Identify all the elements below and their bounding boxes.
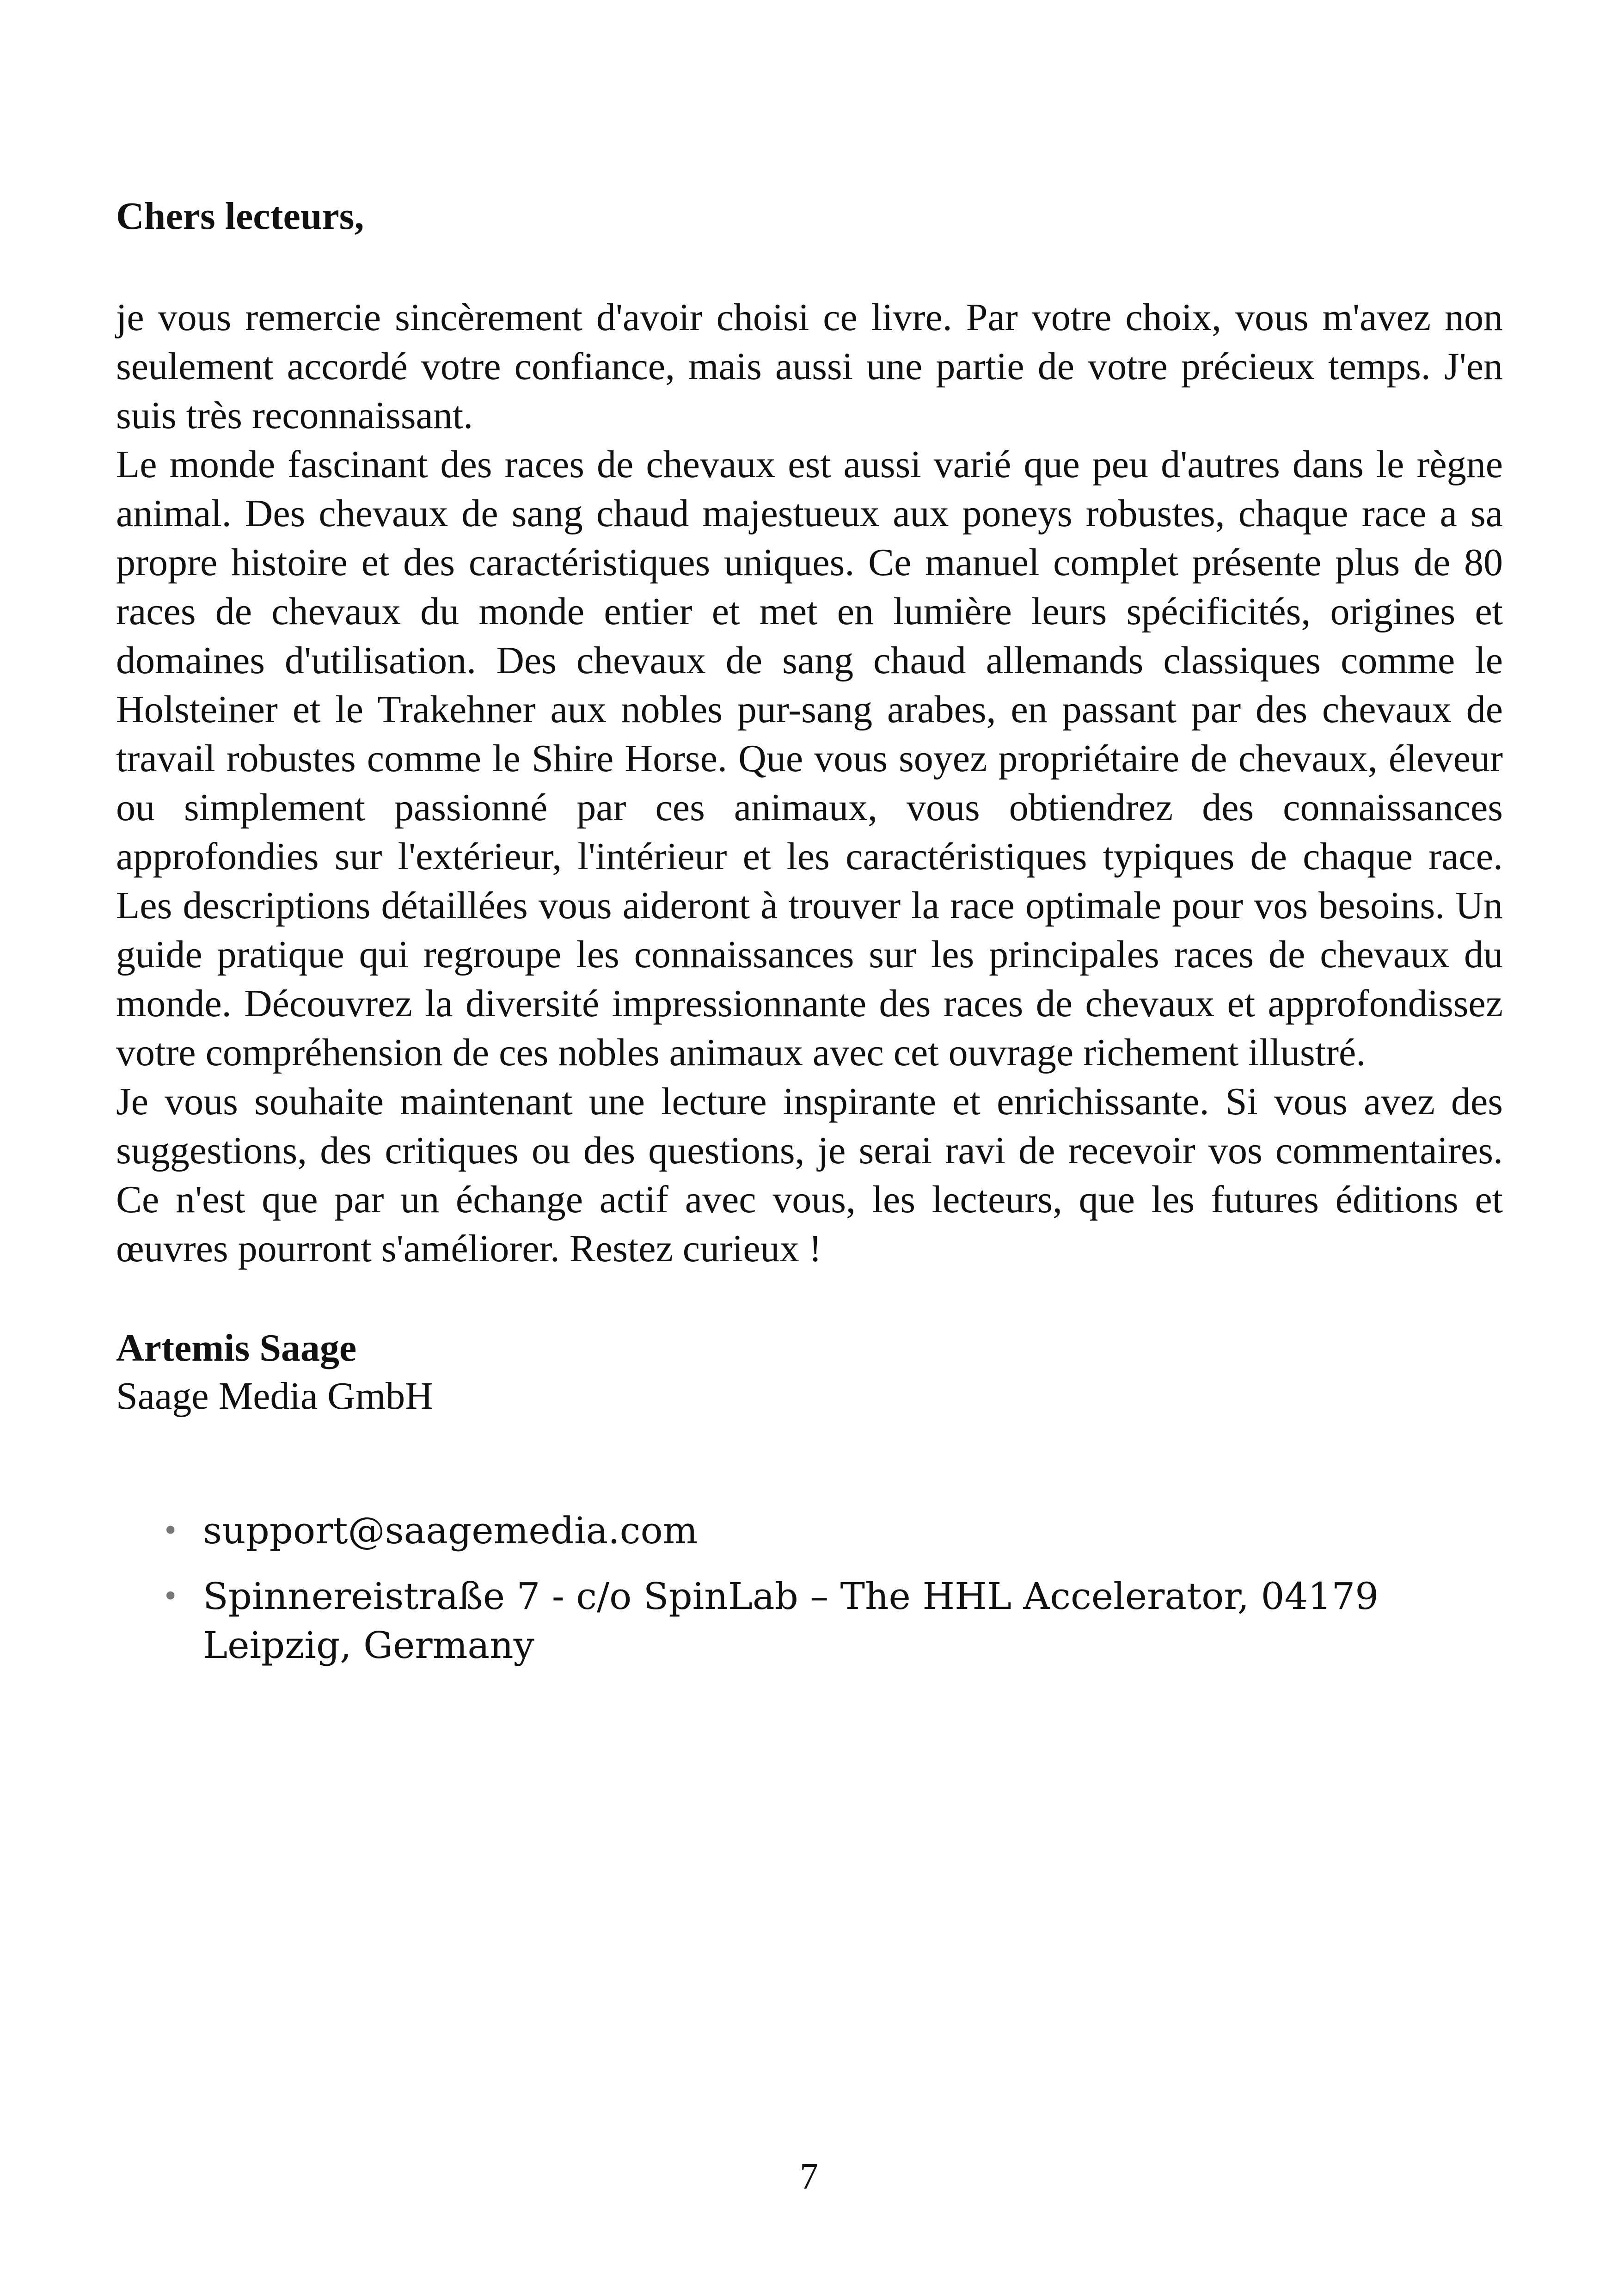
bullet-icon: • [162, 1515, 179, 1547]
letter-body [116, 193, 1503, 1687]
company-name: Saage Media GmbH [116, 1375, 433, 1418]
contact-list [116, 1506, 1503, 1670]
paragraph-book-description: Le monde fascinant des races de chevaux est aussi varié que peu d'autres dans le règne animal. Des chevaux de sang chaud majestueux aux poneys robustes, chaque race a sa propre histoire et des caractéristiques uniques. Ce manuel complet présente plus de 80 races de chevaux du monde entier et met en lumière leurs spécificités, origines et domaines d'utilisation. Des chevaux de sang chaud allemands classiques comme le Holsteiner et le Trakehner aux nobles pur-sang arabes, en passant par des chevaux de travail robustes comme le Shire Horse. Que vous soyez propriétaire de chevaux, éleveur ou simplement passionné par ces animaux, vous obtiendrez des connaissances approfondies sur l'extérieur, l'intérieur et les caractéristiques typiques de chaque race. Les descriptions détaillées vous aideront à trouver la race optimale pour vos besoins. Un guide pratique qui regroupe les connaissances sur les principales races de chevaux du monde. Découvrez la diversité impressionnante des races de chevaux et approfondissez votre compréhension de ces nobles animaux avec cet ouvrage richement illustré. [116, 443, 1503, 1074]
address-text: Spinnereistraße 7 - c/o SpinLab – The HHL Accelerator, 04179 Leipzig, Germany [203, 1575, 1379, 1667]
paragraph-thanks: je vous remercie sincèrement d'avoir choisi ce livre. Par votre choix, vous m'avez non seulement accordé votre confiance, mais aussi une partie de votre précieux temps. J'en suis très reconnaissant. [116, 296, 1503, 437]
author-name: Artemis Saage [116, 1326, 357, 1369]
signature-block [116, 1324, 1503, 1420]
contact-address [116, 1572, 1503, 1670]
greeting: Chers lecteurs, [116, 195, 364, 238]
page-number: 7 [800, 2156, 818, 2197]
email-text: support@saagemedia.com [203, 1509, 698, 1552]
bullet-icon: • [162, 1580, 179, 1613]
contact-email [116, 1506, 1503, 1555]
paragraph-closing: Je vous souhaite maintenant une lecture inspirante et enrichissante. Si vous avez des suggestions, des critiques ou des questions, je serai ravi de recevoir vos commentaires. Ce n'est que par un échange actif avec vous, les lecteurs, que les futures éditions et œuvres pourront s'améliorer. Restez curieux ! [116, 1080, 1503, 1270]
